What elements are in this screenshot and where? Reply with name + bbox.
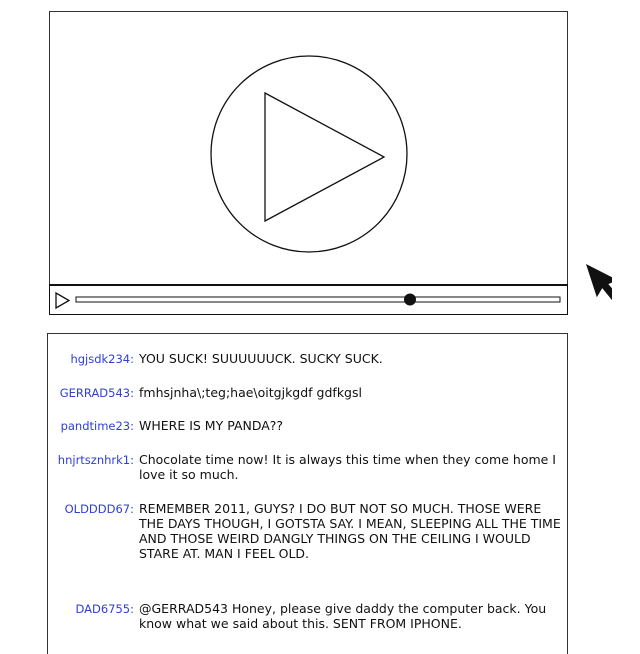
big-play-button[interactable]	[50, 12, 567, 284]
play-icon[interactable]	[56, 293, 69, 308]
chat-text: WHERE IS MY PANDA??	[139, 418, 284, 433]
chat-panel	[47, 333, 568, 654]
video-screen[interactable]	[49, 11, 568, 285]
video-controls-bar	[49, 284, 568, 315]
chat-username[interactable]: DAD6755:	[75, 602, 134, 616]
chat-username[interactable]: hgjsdk234:	[70, 352, 134, 366]
chat-username[interactable]: hnjrtsznhrk1:	[57, 453, 134, 467]
play-triangle-icon	[265, 93, 384, 221]
mouse-cursor-icon	[582, 262, 612, 318]
chat-text: REMEMBER 2011, GUYS? I DO BUT NOT SO MUCH. THOSE WERE THE DAYS THOUGH, I GOTSTA SAY. I MEAN, SLEEPING ALL THE TIME AND THOSE WEIRD DANGLY THINGS ON THE CEILING I WOULD STARE AT. MAN I FEEL OLD.	[139, 501, 561, 561]
chat-username[interactable]: pandtime23:	[60, 419, 134, 433]
progress-track[interactable]	[76, 297, 560, 302]
chat-username[interactable]: OLDDDD67:	[64, 502, 134, 516]
video-player	[49, 11, 568, 314]
chat-text: YOU SUCK! SUUUUUUCK. SUCKY SUCK.	[139, 351, 383, 366]
progress-scrubber[interactable]	[404, 294, 416, 306]
chat-username[interactable]: GERRAD543:	[59, 386, 134, 400]
chat-text: @GERRAD543 Honey, please give daddy the computer back. You know what we said about this. SENT FROM IPHONE.	[139, 601, 547, 631]
chat-text: fmhsjnha\;teg;hae\oitgjkgdf gdfkgsl	[139, 385, 362, 400]
chat-text: Chocolate time now! It is always this time when they come home I love it so much.	[139, 452, 556, 482]
